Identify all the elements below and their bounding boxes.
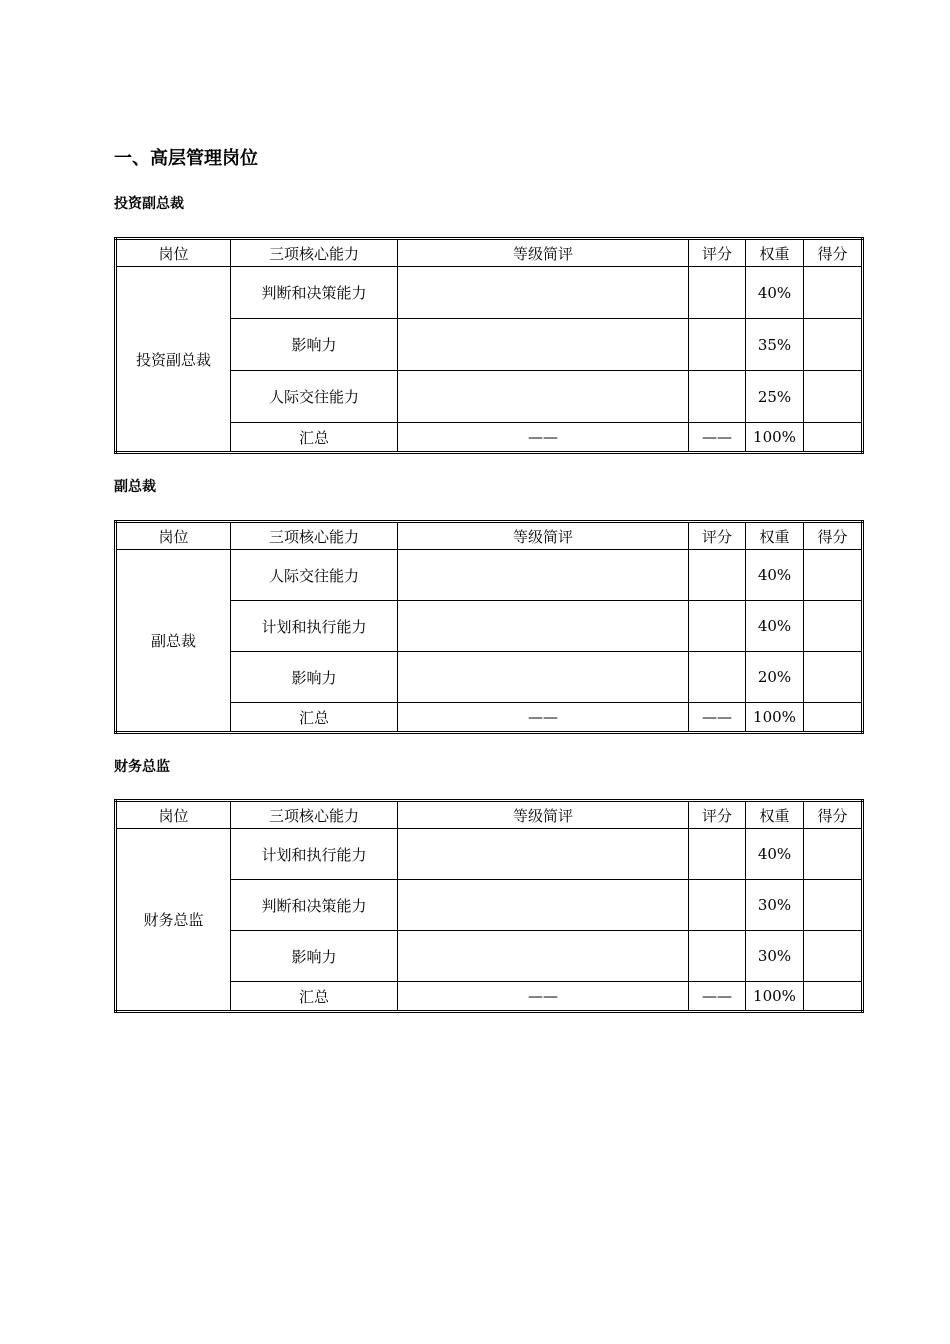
column-header: 权重 bbox=[746, 522, 804, 550]
column-header: 三项核心能力 bbox=[231, 522, 398, 550]
ability-cell: 影响力 bbox=[231, 931, 398, 982]
total-score-cell[interactable] bbox=[804, 982, 863, 1012]
score-cell[interactable] bbox=[804, 267, 863, 319]
dash-cell: —— bbox=[689, 703, 746, 733]
ability-cell: 人际交往能力 bbox=[231, 550, 398, 601]
comment-cell[interactable] bbox=[398, 371, 689, 423]
ability-cell: 计划和执行能力 bbox=[231, 601, 398, 652]
rating-cell[interactable] bbox=[689, 371, 746, 423]
role-title-2: 副总裁 bbox=[114, 479, 156, 495]
comment-cell[interactable] bbox=[398, 829, 689, 880]
position-cell: 副总裁 bbox=[116, 550, 231, 733]
table-header-row bbox=[116, 239, 863, 267]
score-cell[interactable] bbox=[804, 550, 863, 601]
column-header: 三项核心能力 bbox=[231, 239, 398, 267]
score-table-2 bbox=[114, 520, 864, 734]
score-cell[interactable] bbox=[804, 829, 863, 880]
ability-cell: 影响力 bbox=[231, 319, 398, 371]
total-score-cell[interactable] bbox=[804, 423, 863, 453]
summary-label: 汇总 bbox=[231, 982, 398, 1012]
column-header: 等级简评 bbox=[398, 801, 689, 829]
column-header: 岗位 bbox=[116, 239, 231, 267]
total-weight-cell: 100% bbox=[746, 703, 804, 733]
comment-cell[interactable] bbox=[398, 267, 689, 319]
weight-cell: 40% bbox=[746, 601, 804, 652]
dash-cell: —— bbox=[398, 703, 689, 733]
column-header: 三项核心能力 bbox=[231, 801, 398, 829]
summary-label: 汇总 bbox=[231, 423, 398, 453]
rating-cell[interactable] bbox=[689, 319, 746, 371]
page-heading: 一、高层管理岗位 bbox=[114, 148, 258, 169]
weight-cell: 40% bbox=[746, 829, 804, 880]
rating-cell[interactable] bbox=[689, 652, 746, 703]
ability-cell: 计划和执行能力 bbox=[231, 829, 398, 880]
score-cell[interactable] bbox=[804, 931, 863, 982]
comment-cell[interactable] bbox=[398, 652, 689, 703]
column-header: 得分 bbox=[804, 801, 863, 829]
weight-cell: 40% bbox=[746, 550, 804, 601]
table-row bbox=[116, 550, 863, 601]
rating-cell[interactable] bbox=[689, 267, 746, 319]
position-cell: 财务总监 bbox=[116, 829, 231, 1012]
column-header: 得分 bbox=[804, 239, 863, 267]
rating-cell[interactable] bbox=[689, 880, 746, 931]
total-score-cell[interactable] bbox=[804, 703, 863, 733]
dash-cell: —— bbox=[689, 423, 746, 453]
score-cell[interactable] bbox=[804, 880, 863, 931]
weight-cell: 40% bbox=[746, 267, 804, 319]
comment-cell[interactable] bbox=[398, 601, 689, 652]
weight-cell: 30% bbox=[746, 931, 804, 982]
comment-cell[interactable] bbox=[398, 931, 689, 982]
weight-cell: 20% bbox=[746, 652, 804, 703]
comment-cell[interactable] bbox=[398, 319, 689, 371]
score-table-3 bbox=[114, 799, 864, 1013]
score-cell[interactable] bbox=[804, 371, 863, 423]
dash-cell: —— bbox=[689, 982, 746, 1012]
score-cell[interactable] bbox=[804, 319, 863, 371]
column-header: 权重 bbox=[746, 239, 804, 267]
weight-cell: 25% bbox=[746, 371, 804, 423]
column-header: 评分 bbox=[689, 801, 746, 829]
rating-cell[interactable] bbox=[689, 601, 746, 652]
comment-cell[interactable] bbox=[398, 880, 689, 931]
column-header: 评分 bbox=[689, 239, 746, 267]
weight-cell: 30% bbox=[746, 880, 804, 931]
score-cell[interactable] bbox=[804, 601, 863, 652]
total-weight-cell: 100% bbox=[746, 423, 804, 453]
ability-cell: 判断和决策能力 bbox=[231, 880, 398, 931]
weight-cell: 35% bbox=[746, 319, 804, 371]
column-header: 岗位 bbox=[116, 522, 231, 550]
table-row bbox=[116, 829, 863, 880]
dash-cell: —— bbox=[398, 423, 689, 453]
rating-cell[interactable] bbox=[689, 931, 746, 982]
column-header: 等级简评 bbox=[398, 239, 689, 267]
total-weight-cell: 100% bbox=[746, 982, 804, 1012]
ability-cell: 判断和决策能力 bbox=[231, 267, 398, 319]
position-cell: 投资副总裁 bbox=[116, 267, 231, 453]
summary-label: 汇总 bbox=[231, 703, 398, 733]
rating-cell[interactable] bbox=[689, 550, 746, 601]
column-header: 岗位 bbox=[116, 801, 231, 829]
ability-cell: 影响力 bbox=[231, 652, 398, 703]
score-table-1 bbox=[114, 237, 864, 454]
ability-cell: 人际交往能力 bbox=[231, 371, 398, 423]
table-header-row bbox=[116, 801, 863, 829]
role-title-1: 投资副总裁 bbox=[114, 196, 184, 212]
column-header: 等级简评 bbox=[398, 522, 689, 550]
score-cell[interactable] bbox=[804, 652, 863, 703]
role-title-3: 财务总监 bbox=[114, 759, 170, 775]
table-header-row bbox=[116, 522, 863, 550]
dash-cell: —— bbox=[398, 982, 689, 1012]
comment-cell[interactable] bbox=[398, 550, 689, 601]
column-header: 权重 bbox=[746, 801, 804, 829]
rating-cell[interactable] bbox=[689, 829, 746, 880]
column-header: 得分 bbox=[804, 522, 863, 550]
table-row bbox=[116, 267, 863, 319]
column-header: 评分 bbox=[689, 522, 746, 550]
